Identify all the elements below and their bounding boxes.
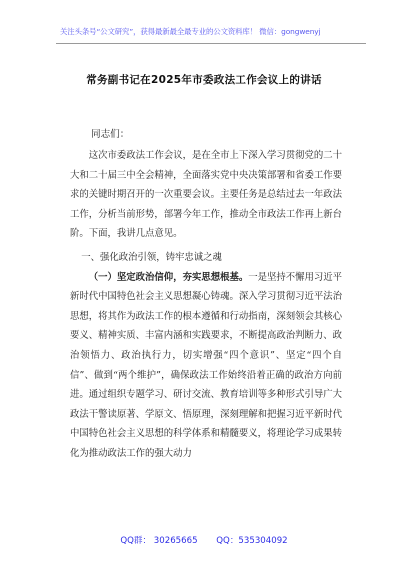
subsection-body: 一是坚持不懈用习近平新时代中国特色社会主义思想凝心铸魂。深入学习贯彻习近平法治思想，将其作为政法工作的根本遵循和行动指南，深刻领会其核心要义、精神实质、丰富内涵和实践要求，不断提高政治判断力、政治领悟力、政治执行力，切实增强“四个意识”、坚定“四个自信”、做到“两个维护”，确保政法工作始终沿着正确的政治方向前进。通过组织专题学习、研讨交流、教育培训等多种形式引导广大政法干警读原著、学原文、悟原理，深刻理解和把握习近平新时代中国特色社会主义思想的科学体系和精髓要义，将理论学习成果转化为推动政法工作的强大动力 [70, 271, 342, 459]
subsection-paragraph [70, 268, 342, 464]
document-title: 常务副书记在2025年市委政法工作会议上的讲话 [86, 74, 322, 86]
footer-qq: QQ：535304092 [216, 536, 288, 546]
document-body [70, 146, 342, 464]
subsection-heading: （一）坚定政治信仰，夯实思想根基。 [88, 271, 249, 283]
footer-qq-group: QQ群： 30265665 [120, 536, 198, 546]
header-banner: 关注头条号“公文研究”，获得最新最全最专业的公文资料库！ 微信：gongwenyj [60, 27, 321, 36]
header-divider [56, 43, 366, 44]
section-heading: 一、强化政治引领，铸牢忠诚之魂 [81, 251, 222, 263]
greeting: 同志们： [91, 129, 130, 140]
footer-contact [0, 534, 408, 546]
intro-paragraph: 这次市委政法工作会议，是在全市上下深入学习贯彻党的二十大和二十届三中全会精神，全面落实党中央决策部署和省委工作要求的关键时期召开的一次重要会议。主要任务是总结过去一年政法工作，分析当前形势，部署今年工作，推动全市政法工作再上新台阶。下面，我讲几点意见。 [70, 150, 342, 240]
